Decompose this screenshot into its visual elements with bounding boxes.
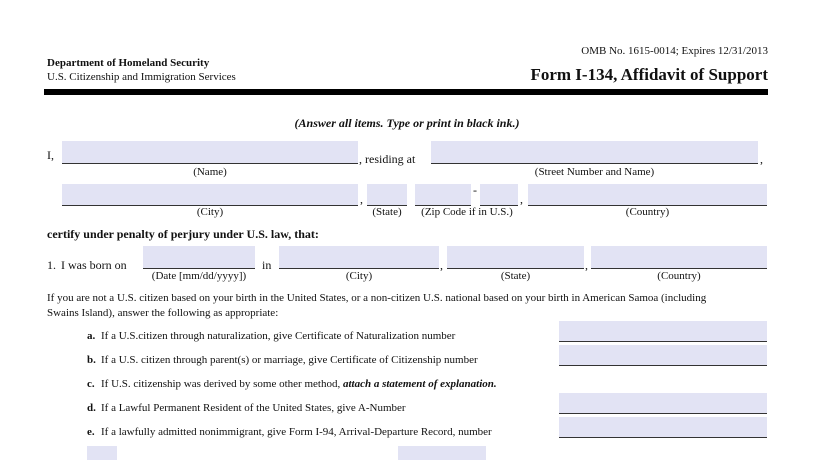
i94-number-field[interactable] [559, 417, 767, 438]
in-label: in [262, 258, 272, 272]
omb-number: OMB No. 1615-0014; Expires 12/31/2013 [581, 45, 768, 57]
citizenship-number-field[interactable] [559, 345, 767, 366]
residing-at-label: , residing at [359, 152, 416, 166]
sub-item-text-plain: If U.S. citizenship was derived by some other method, [101, 378, 343, 390]
street-label: (Street Number and Name) [534, 166, 655, 178]
name-label: (Name) [193, 166, 227, 178]
comma: , [440, 258, 443, 272]
header-rule [44, 89, 768, 95]
form-title: Form I-134, Affidavit of Support [530, 65, 768, 84]
subagency-name: U.S. Citizenship and Immigration Services [47, 71, 236, 83]
agency-name: Department of Homeland Security [47, 57, 210, 69]
birth-city-label: (City) [345, 270, 373, 282]
zip-field[interactable] [415, 184, 471, 206]
sub-item-text: If a lawfully admitted nonimmigrant, give Form I-94, Arrival-Departure Record, number [101, 426, 492, 438]
item-number: 1. [47, 258, 56, 272]
zip-label: (Zip Code if in U.S.) [421, 206, 513, 218]
birth-country-field[interactable] [591, 246, 767, 269]
birth-date-field[interactable] [143, 246, 255, 269]
zip-dash: - [473, 183, 477, 197]
birth-country-label: (Country) [657, 270, 701, 282]
birth-date-label [143, 270, 255, 282]
citizen-note-line1: If you are not a U.S. citizen based on your birth in the United States, or a non-citizen U.S. national based on your birth in American Samoa (including [47, 292, 707, 304]
street-field[interactable] [431, 141, 758, 164]
sub-item-letter: a. [87, 330, 96, 342]
sub-item-text: If a U.S.citizen through naturalization, give Certificate of Naturalization number [101, 330, 456, 342]
sub-item-letter: c. [87, 378, 95, 390]
sub-item-text: If a Lawful Permanent Resident of the United States, give A-Number [101, 402, 406, 414]
next-row-field[interactable] [87, 446, 117, 460]
a-number-field[interactable] [559, 393, 767, 414]
next-row-field[interactable] [398, 446, 486, 460]
birth-state-label: (State) [500, 270, 531, 282]
state-label: (State) [372, 206, 402, 218]
comma: , [520, 192, 523, 206]
intro-prefix: I, [47, 148, 54, 162]
birth-city-field[interactable] [279, 246, 439, 269]
sub-item-text-emphasis: attach a statement of explanation. [342, 378, 497, 390]
state-field[interactable] [367, 184, 407, 206]
citizen-note-line2: Swains Island), answer the following as appropriate: [47, 307, 279, 319]
naturalization-number-field[interactable] [559, 321, 767, 342]
sub-item-text: If a U.S. citizen through parent(s) or marriage, give Certificate of Citizenship number [101, 354, 478, 366]
zip-ext-field[interactable] [480, 184, 518, 206]
sub-item-letter: e. [87, 426, 95, 438]
name-field[interactable] [62, 141, 358, 164]
certify-statement: certify under penalty of perjury under U.S. law, that: [47, 227, 319, 241]
born-on-label: I was born on [61, 258, 127, 272]
comma: , [585, 258, 588, 272]
sub-item-letter: b. [87, 354, 96, 366]
birth-date-label-text: (Date [mm/dd/yyyy]) [151, 270, 247, 282]
instructions: (Answer all items. Type or print in black ink.) [294, 116, 520, 130]
city-field[interactable] [62, 184, 358, 206]
sub-item-text [101, 378, 497, 390]
comma: , [760, 152, 763, 166]
birth-state-field[interactable] [447, 246, 584, 269]
sub-item-letter: d. [87, 402, 96, 414]
country-label: (Country) [625, 206, 670, 218]
country-field[interactable] [528, 184, 767, 206]
comma: , [360, 192, 363, 206]
city-label: (City) [196, 206, 224, 218]
